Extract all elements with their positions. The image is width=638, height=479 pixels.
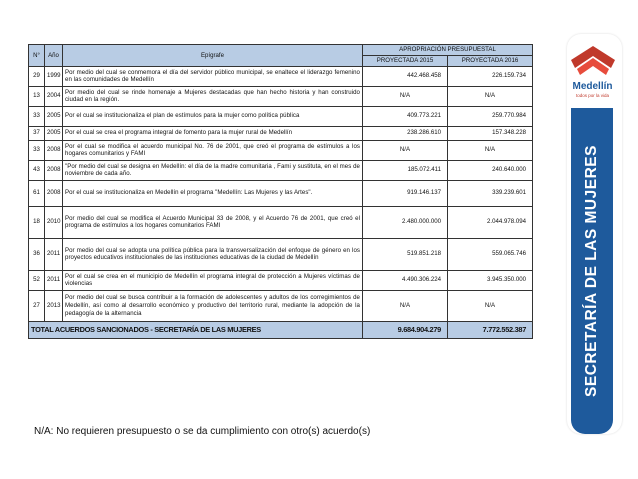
cell-description: Por medio del cual se adopta una política pública para la transversalización del enfoque de género en los proyectos educativos institucionales de las instituciones educativas de la ciudad de Medellín xyxy=(63,238,363,270)
cell-2015: 519.851.218 xyxy=(363,238,448,270)
total-2015: 9.684.904.279 xyxy=(363,321,448,338)
cell-2015: 442.468.458 xyxy=(363,66,448,86)
col-header-epigraph: Epígrafe xyxy=(63,45,363,67)
cell-no: 43 xyxy=(29,160,45,180)
table-row xyxy=(29,106,533,126)
col-header-2016: PROYECTADA 2016 xyxy=(448,56,533,67)
cell-2016: 559.065.746 xyxy=(448,238,533,270)
cell-year: 2010 xyxy=(45,206,63,238)
table-body xyxy=(29,66,533,321)
footnote: N/A: No requieren presupuesto o se da cumplimiento con otro(s) acuerdo(s) xyxy=(34,426,371,437)
table-row xyxy=(29,180,533,206)
cell-2015: N/A xyxy=(363,140,448,160)
cell-description: Por medio del cual se modifica el Acuerdo Municipal 33 de 2008, y el Acuerdo 76 de 2001, que creó el programa de estímulos a los hogares comunitarios FAMI xyxy=(63,206,363,238)
cell-2015: N/A xyxy=(363,290,448,321)
cell-2015: 2.480.000.000 xyxy=(363,206,448,238)
total-2016: 7.772.552.387 xyxy=(448,321,533,338)
cell-year: 2005 xyxy=(45,126,63,140)
total-row xyxy=(29,321,533,338)
table-row xyxy=(29,86,533,106)
cell-year: 2011 xyxy=(45,238,63,270)
cell-description: Por el cual se institucionaliza en Medellín el programa "Medellín: Las Mujeres y las Artes". xyxy=(63,180,363,206)
col-header-appropriation: APROPRIACIÓN PRESUPUESTAL xyxy=(363,45,533,56)
cell-2016: 157.348.228 xyxy=(448,126,533,140)
cell-description: Por el cual se crea en el municipio de Medellín el programa integral de protección a Mujeres víctimas de violencias xyxy=(63,270,363,290)
cell-no: 37 xyxy=(29,126,45,140)
cell-year: 2005 xyxy=(45,106,63,126)
cell-year: 2011 xyxy=(45,270,63,290)
cell-no: 18 xyxy=(29,206,45,238)
cell-no: 29 xyxy=(29,66,45,86)
cell-2015: 409.773.221 xyxy=(363,106,448,126)
cell-no: 52 xyxy=(29,270,45,290)
cell-2015: 238.286.610 xyxy=(363,126,448,140)
cell-no: 61 xyxy=(29,180,45,206)
table-row xyxy=(29,270,533,290)
col-header-year: Año xyxy=(45,45,63,67)
cell-2016: 226.159.734 xyxy=(448,66,533,86)
table-row xyxy=(29,66,533,86)
cell-2016: 240.640.000 xyxy=(448,160,533,180)
cell-no: 36 xyxy=(29,238,45,270)
cell-description: Por medio del cual se rinde homenaje a Mujeres destacadas que han hecho historia y han construido ciudad en la región. xyxy=(63,86,363,106)
table-row xyxy=(29,206,533,238)
cell-description: Por el cual se institucionaliza el plan de estímulos para la mujer como política pública xyxy=(63,106,363,126)
table-header xyxy=(29,45,533,67)
cell-no: 27 xyxy=(29,290,45,321)
table-row xyxy=(29,290,533,321)
cell-description: Por el cual se modifica el acuerdo municipal No. 76 de 2001, que creó el programa de estímulos a los hogares comunitarios y FAMI xyxy=(63,140,363,160)
cell-2016: 259.770.984 xyxy=(448,106,533,126)
logo-slogan: todos por la vida xyxy=(575,93,610,98)
table-row xyxy=(29,126,533,140)
cell-description: Por medio del cual se busca contribuir a la formación de adolescentes y adultos de los corregimientos de Medellín, así como al desarrollo económico y productivo del territorio rural, mediante la adopción de la pedagogía de la alternancia xyxy=(63,290,363,321)
col-header-2015: PROYECTADA 2015 xyxy=(363,56,448,67)
budget-table xyxy=(28,44,533,339)
logo-wordmark: Medellín xyxy=(572,81,613,92)
total-label: TOTAL ACUERDOS SANCIONADOS - SECRETARÍA DE LAS MUJERES xyxy=(29,321,363,338)
cell-2016: N/A xyxy=(448,290,533,321)
table-row xyxy=(29,160,533,180)
cell-no: 13 xyxy=(29,86,45,106)
cell-year: 2013 xyxy=(45,290,63,321)
cell-description: "Por medio del cual se designa en Medellín: el día de la madre comunitaria , Fami y sustituta, en el mes de noviembre de cada año. xyxy=(63,160,363,180)
cell-year: 2008 xyxy=(45,140,63,160)
cell-2016: 3.945.350.000 xyxy=(448,270,533,290)
cell-no: 33 xyxy=(29,140,45,160)
cell-2015: 4.490.306.224 xyxy=(363,270,448,290)
cell-2015: 919.146.137 xyxy=(363,180,448,206)
cell-2016: 339.239.601 xyxy=(448,180,533,206)
cell-year: 2008 xyxy=(45,180,63,206)
cell-2015: 185.072.411 xyxy=(363,160,448,180)
cell-2015: N/A xyxy=(363,86,448,106)
table-row xyxy=(29,238,533,270)
cell-2016: N/A xyxy=(448,86,533,106)
cell-description: Por el cual se crea el programa integral de fomento para la mujer rural de Medellín xyxy=(63,126,363,140)
cell-description: Por medio del cual se conmemora el día del servidor público municipal, se enaltece el liderazgo femenino en las comunidades de Medellín xyxy=(63,66,363,86)
cell-year: 2004 xyxy=(45,86,63,106)
cell-2016: N/A xyxy=(448,140,533,160)
cell-year: 2008 xyxy=(45,160,63,180)
cell-year: 1999 xyxy=(45,66,63,86)
sidebar-title: SECRETARÍA DE LAS MUJERES xyxy=(583,145,600,397)
cell-no: 33 xyxy=(29,106,45,126)
table-row xyxy=(29,140,533,160)
col-header-no: N° xyxy=(29,45,45,67)
cell-2016: 2.044.978.094 xyxy=(448,206,533,238)
